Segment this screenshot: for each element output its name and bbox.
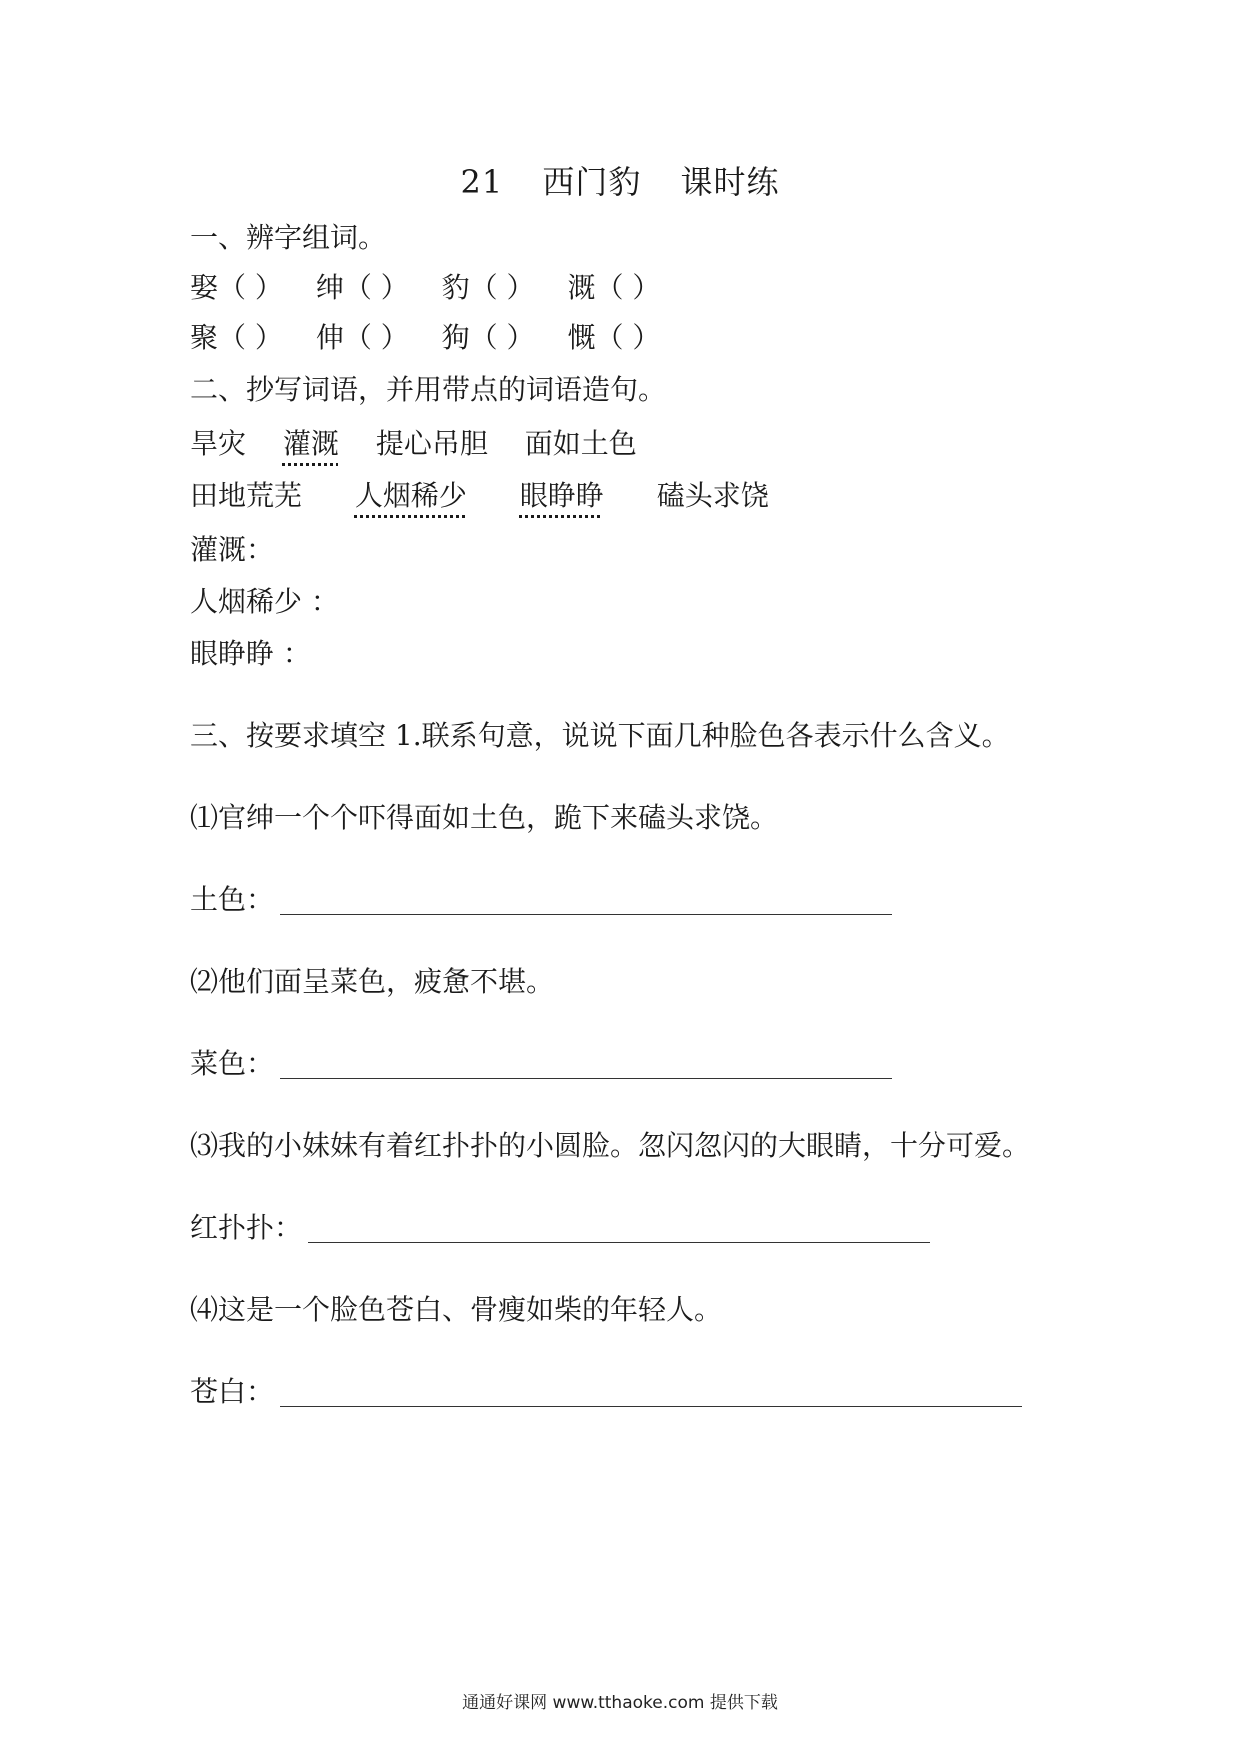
- question-sentence: ⑴官绅一个个吓得面如土色，跪下来磕头求饶。: [190, 801, 779, 834]
- footer-source: 通通好课网 www.tthaoke.com 提供下载: [462, 1693, 778, 1713]
- question-sentence: ⑵他们面呈菜色，疲惫不堪。: [190, 965, 555, 998]
- answer-blank[interactable]: [280, 1052, 892, 1079]
- vocab-word: 磕头求饶: [656, 479, 769, 512]
- vocab-word-dotted: 人烟稀少: [354, 479, 467, 512]
- answer-label: 苍白：: [190, 1375, 275, 1408]
- question-sentence: ⑶我的小妹妹有着红扑扑的小圆脸。忽闪忽闪的大眼睛，十分可爱。: [190, 1129, 1031, 1162]
- sentence-prompt: 灌溉：: [190, 533, 275, 566]
- sentence-prompt: 眼睁睁 ：: [190, 637, 311, 670]
- char-pair-item: 豹（ ）: [441, 271, 535, 304]
- exercise-type: 课时练: [680, 163, 780, 201]
- sentence-prompt: 人烟稀少 ：: [190, 585, 339, 618]
- char-pair-item: 慨（ ）: [567, 321, 661, 354]
- char-pair-item: 聚（ ）: [190, 321, 283, 354]
- vocab-word: 田地荒芜: [190, 479, 303, 512]
- answer-blank[interactable]: [308, 1216, 930, 1243]
- answer-line: [190, 882, 892, 918]
- char-pair-item: 绅（ ）: [315, 271, 409, 304]
- vocab-word: 旱灾: [190, 427, 247, 460]
- answer-blank[interactable]: [280, 1380, 1022, 1407]
- char-pair-item: 伸（ ）: [315, 321, 409, 354]
- char-pair-item: 溉（ ）: [567, 271, 661, 304]
- section3-heading: 三、按要求填空 1.联系句意，说说下面几种脸色各表示什么含义。: [190, 719, 1010, 752]
- answer-label: 红扑扑：: [190, 1211, 303, 1244]
- lesson-number: 21: [460, 163, 504, 201]
- lesson-name: 西门豹: [542, 163, 642, 201]
- section1-row1: [190, 270, 684, 306]
- section1-heading: 一、辨字组词。: [190, 221, 387, 254]
- section1-row2: [190, 320, 684, 356]
- section2-heading: 二、抄写词语，并用带点的词语造句。: [190, 373, 667, 406]
- question-sentence: ⑷这是一个脸色苍白、骨瘦如柴的年轻人。: [190, 1293, 723, 1326]
- char-pair-item: 狗（ ）: [441, 321, 535, 354]
- answer-label: 土色：: [190, 883, 275, 916]
- page-title: [0, 162, 1240, 202]
- vocab-word: 面如土色: [524, 427, 637, 460]
- answer-label: 菜色：: [190, 1047, 275, 1080]
- vocab-word-dotted: 灌溉: [282, 427, 339, 460]
- vocab-word-dotted: 眼睁睁: [519, 479, 604, 512]
- vocab-word: 提心吊胆: [375, 427, 488, 460]
- char-pair-item: 娶（ ）: [190, 271, 283, 304]
- answer-line: [190, 1210, 930, 1246]
- answer-line: [190, 1374, 1022, 1410]
- section2-word-row1: [190, 426, 665, 462]
- section2-word-row2: [190, 478, 797, 514]
- answer-line: [190, 1046, 892, 1082]
- answer-blank[interactable]: [280, 888, 892, 915]
